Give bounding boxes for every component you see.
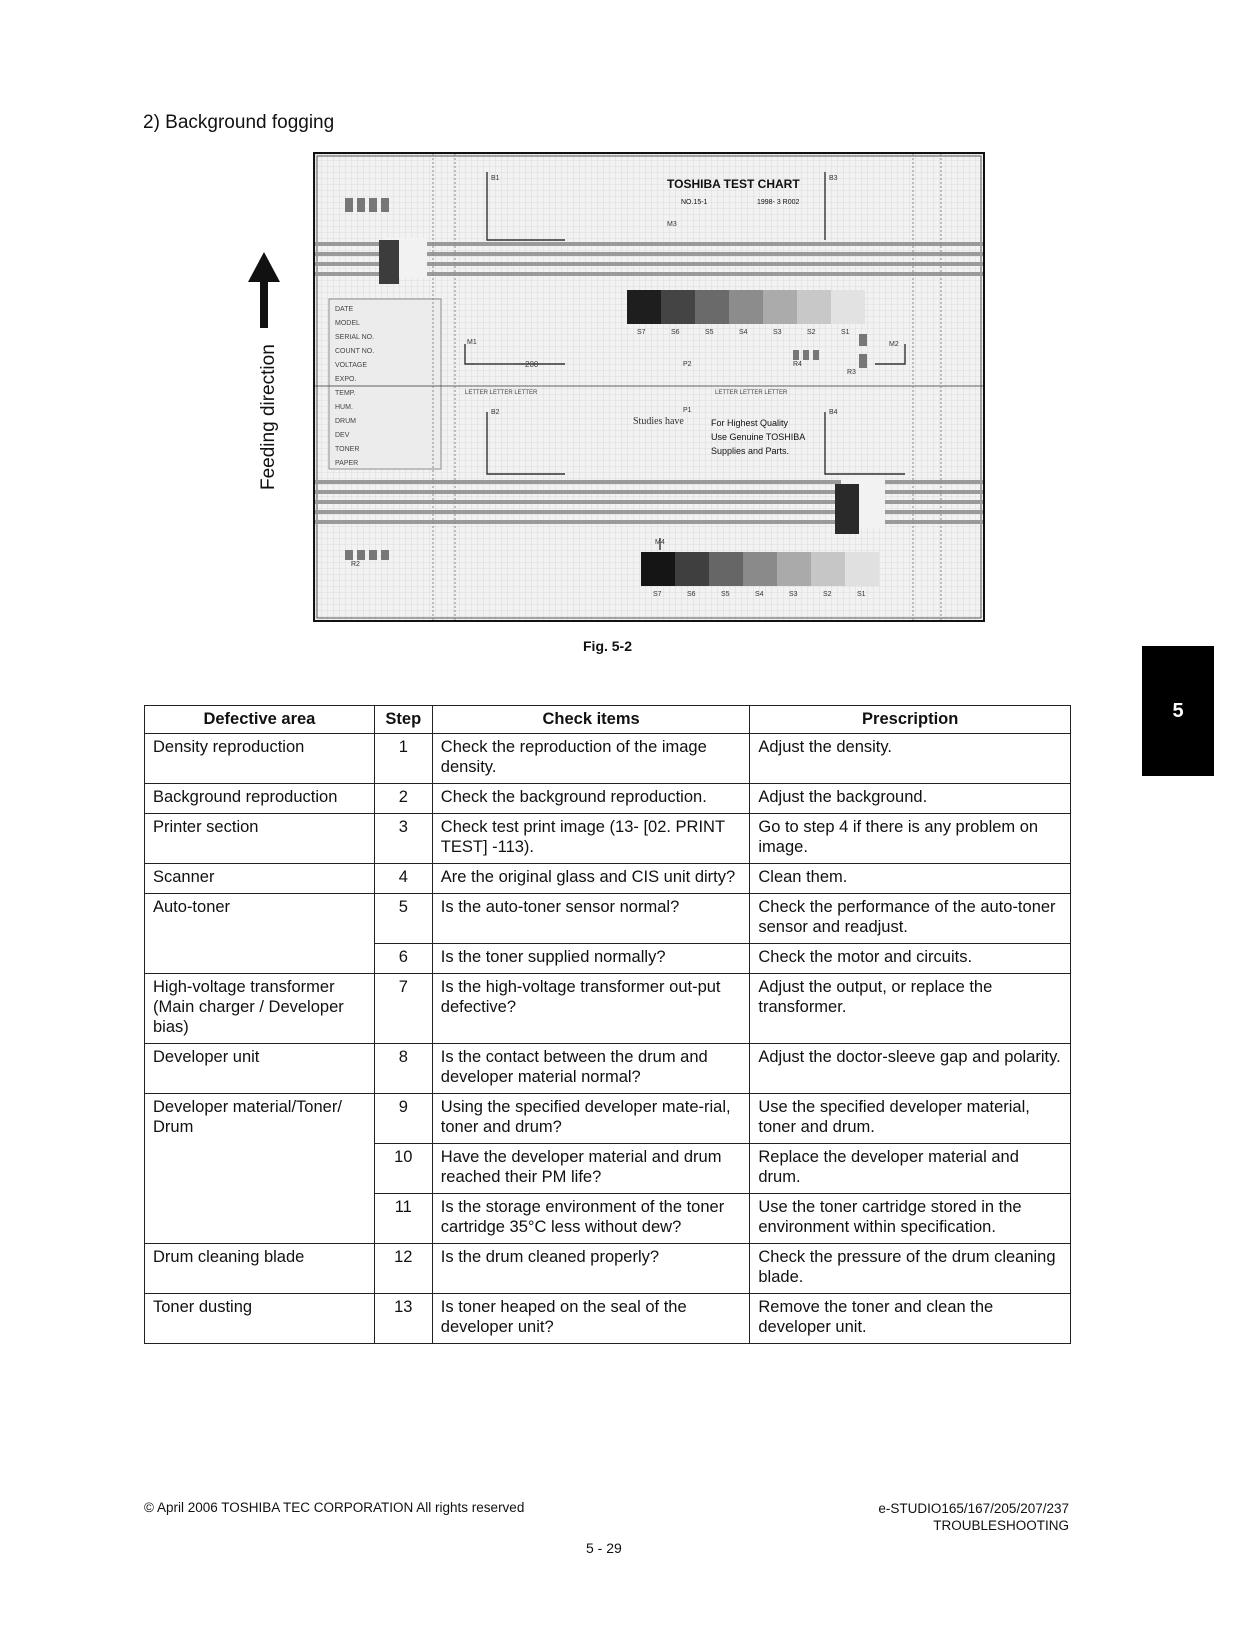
chart-quality-line-2: Use Genuine TOSHIBA	[711, 432, 806, 442]
table-row	[145, 734, 1071, 784]
cell-fix: Check the pressure of the drum cleaning blade.	[750, 1244, 1071, 1294]
header-defective-area: Defective area	[145, 706, 375, 734]
cell-area: Developer material/Toner/ Drum	[145, 1094, 375, 1244]
cell-area: Printer section	[145, 814, 375, 864]
upper-step-s2: S2	[807, 329, 816, 336]
upper-step-s5: S5	[705, 329, 714, 336]
troubleshooting-table	[144, 705, 1071, 1344]
chart-field-expo: EXPO.	[335, 376, 357, 383]
cell-area: Developer unit	[145, 1044, 375, 1094]
table-row	[145, 1244, 1071, 1294]
chart-marker-b4: B4	[829, 409, 838, 416]
cell-check: Is the storage environment of the toner cartridge 35°C less without dew?	[432, 1194, 750, 1244]
chart-marker-m1: M1	[467, 339, 477, 346]
chart-letter-row-right: LETTER LETTER LETTER	[715, 390, 788, 396]
chart-marker-r3: R3	[847, 369, 856, 376]
table-row	[145, 784, 1071, 814]
figure-caption: Fig. 5-2	[583, 638, 633, 654]
chart-field-model: MODEL	[335, 320, 360, 327]
footer-model: e-STUDIO165/167/205/207/237	[878, 1501, 1069, 1516]
cell-step: 10	[374, 1144, 432, 1194]
chart-field-dev: DEV	[335, 432, 350, 439]
cell-step: 8	[374, 1044, 432, 1094]
feeding-direction-label: Feeding direction	[258, 344, 279, 490]
chart-title: TOSHIBA TEST CHART	[667, 177, 800, 191]
chart-marker-b2: B2	[491, 409, 500, 416]
cell-fix: Remove the toner and clean the developer unit.	[750, 1294, 1071, 1344]
chart-marker-m4: M4	[655, 539, 665, 546]
lower-step-s1: S1	[857, 591, 866, 598]
chapter-tab	[1142, 646, 1214, 776]
upper-step-s1: S1	[841, 329, 850, 336]
cell-fix: Adjust the doctor-sleeve gap and polarity.	[750, 1044, 1071, 1094]
upper-step-s7: S7	[637, 329, 646, 336]
lower-step-s2: S2	[823, 591, 832, 598]
cell-area: Scanner	[145, 864, 375, 894]
cell-area: Drum cleaning blade	[145, 1244, 375, 1294]
cell-check: Is the toner supplied normally?	[432, 944, 750, 974]
chart-number: NO.15-1	[681, 199, 708, 206]
cell-check: Are the original glass and CIS unit dirty?	[432, 864, 750, 894]
upper-step-s3: S3	[773, 329, 782, 336]
cell-step: 1	[374, 734, 432, 784]
cell-check: Is the contact between the drum and developer material normal?	[432, 1044, 750, 1094]
cell-step: 4	[374, 864, 432, 894]
header-prescription: Prescription	[750, 706, 1071, 734]
cell-check: Check the background reproduction.	[432, 784, 750, 814]
chart-quality-line-3: Supplies and Parts.	[711, 446, 790, 456]
test-chart-image	[313, 152, 985, 622]
header-check-items: Check items	[432, 706, 750, 734]
chart-marker-p1: P1	[683, 407, 692, 414]
cell-fix: Adjust the density.	[750, 734, 1071, 784]
table-row	[145, 814, 1071, 864]
chart-quality-line-1: For Highest Quality	[711, 418, 789, 428]
cell-check: Have the developer material and drum reached their PM life?	[432, 1144, 750, 1194]
cell-step: 5	[374, 894, 432, 944]
chart-marker-r2: R2	[351, 561, 360, 568]
chart-date: 1998- 3 R002	[757, 199, 800, 206]
chart-field-voltage: VOLTAGE	[335, 362, 368, 369]
footer-model-block	[878, 1500, 1069, 1534]
chart-field-date: DATE	[335, 306, 354, 313]
cell-check: Check the reproduction of the image density.	[432, 734, 750, 784]
footer-section: TROUBLESHOOTING	[933, 1518, 1069, 1533]
cell-check: Is the high-voltage transformer out-put defective?	[432, 974, 750, 1044]
cell-step: 9	[374, 1094, 432, 1144]
cell-step: 6	[374, 944, 432, 974]
cell-step: 3	[374, 814, 432, 864]
table-row	[145, 864, 1071, 894]
chart-marker-m3: M3	[667, 221, 677, 228]
cell-step: 7	[374, 974, 432, 1044]
cell-fix: Replace the developer material and drum.	[750, 1144, 1071, 1194]
cell-area: Toner dusting	[145, 1294, 375, 1344]
lower-step-s3: S3	[789, 591, 798, 598]
cell-step: 12	[374, 1244, 432, 1294]
chart-marker-m2: M2	[889, 341, 899, 348]
header-step: Step	[374, 706, 432, 734]
cell-area: Background reproduction	[145, 784, 375, 814]
cell-step: 13	[374, 1294, 432, 1344]
chart-field-count: COUNT NO.	[335, 348, 375, 355]
cell-fix: Use the toner cartridge stored in the environment within specification.	[750, 1194, 1071, 1244]
chart-letter-row-left: LETTER LETTER LETTER	[465, 390, 538, 396]
cell-check: Using the specified developer mate-rial, toner and drum?	[432, 1094, 750, 1144]
cell-area: Density reproduction	[145, 734, 375, 784]
cell-check: Is toner heaped on the seal of the developer unit?	[432, 1294, 750, 1344]
table-row	[145, 1044, 1071, 1094]
chart-marker-p2: P2	[683, 361, 692, 368]
chart-field-hum: HUM.	[335, 404, 353, 411]
cell-fix: Clean them.	[750, 864, 1071, 894]
lower-step-s4: S4	[755, 591, 764, 598]
lower-step-s5: S5	[721, 591, 730, 598]
chart-field-paper: PAPER	[335, 460, 359, 467]
table-row	[145, 1094, 1071, 1144]
lower-step-s6: S6	[687, 591, 696, 598]
cell-area: High-voltage transformer (Main charger / Developer bias)	[145, 974, 375, 1044]
chapter-tab-number: 5	[1172, 699, 1184, 722]
chart-field-serial: SERIAL NO.	[335, 334, 375, 341]
cell-fix: Check the performance of the auto-toner sensor and readjust.	[750, 894, 1071, 944]
cell-fix: Check the motor and circuits.	[750, 944, 1071, 974]
table-header-row	[145, 706, 1071, 734]
cell-step: 2	[374, 784, 432, 814]
chart-field-drum: DRUM	[335, 418, 356, 425]
chart-marker-b1: B1	[491, 175, 500, 182]
table-row	[145, 894, 1071, 944]
cell-fix: Use the specified developer material, toner and drum.	[750, 1094, 1071, 1144]
upper-step-s6: S6	[671, 329, 680, 336]
cell-area: Auto-toner	[145, 894, 375, 974]
cell-fix: Go to step 4 if there is any problem on image.	[750, 814, 1071, 864]
page-number: 5 - 29	[586, 1540, 622, 1556]
cell-fix: Adjust the background.	[750, 784, 1071, 814]
lower-step-s7: S7	[653, 591, 662, 598]
chart-marker-r4: R4	[793, 361, 802, 368]
chart-field-toner: TONER	[335, 446, 360, 453]
chart-field-temp: TEMP.	[335, 390, 356, 397]
chart-marker-b3: B3	[829, 175, 838, 182]
feeding-arrow-icon	[248, 252, 280, 282]
table-row	[145, 974, 1071, 1044]
cell-check: Is the auto-toner sensor normal?	[432, 894, 750, 944]
upper-step-s4: S4	[739, 329, 748, 336]
chart-center-value: 200	[525, 360, 539, 369]
section-heading: 2) Background fogging	[143, 112, 335, 133]
chart-studies-text: Studies have	[633, 416, 684, 427]
cell-check: Check test print image (13- [02. PRINT TEST] -113).	[432, 814, 750, 864]
cell-step: 11	[374, 1194, 432, 1244]
cell-fix: Adjust the output, or replace the transformer.	[750, 974, 1071, 1044]
feeding-arrow-shaft	[260, 280, 268, 328]
table-row	[145, 1294, 1071, 1344]
footer-copyright: © April 2006 TOSHIBA TEC CORPORATION All rights reserved	[144, 1500, 525, 1515]
cell-check: Is the drum cleaned properly?	[432, 1244, 750, 1294]
